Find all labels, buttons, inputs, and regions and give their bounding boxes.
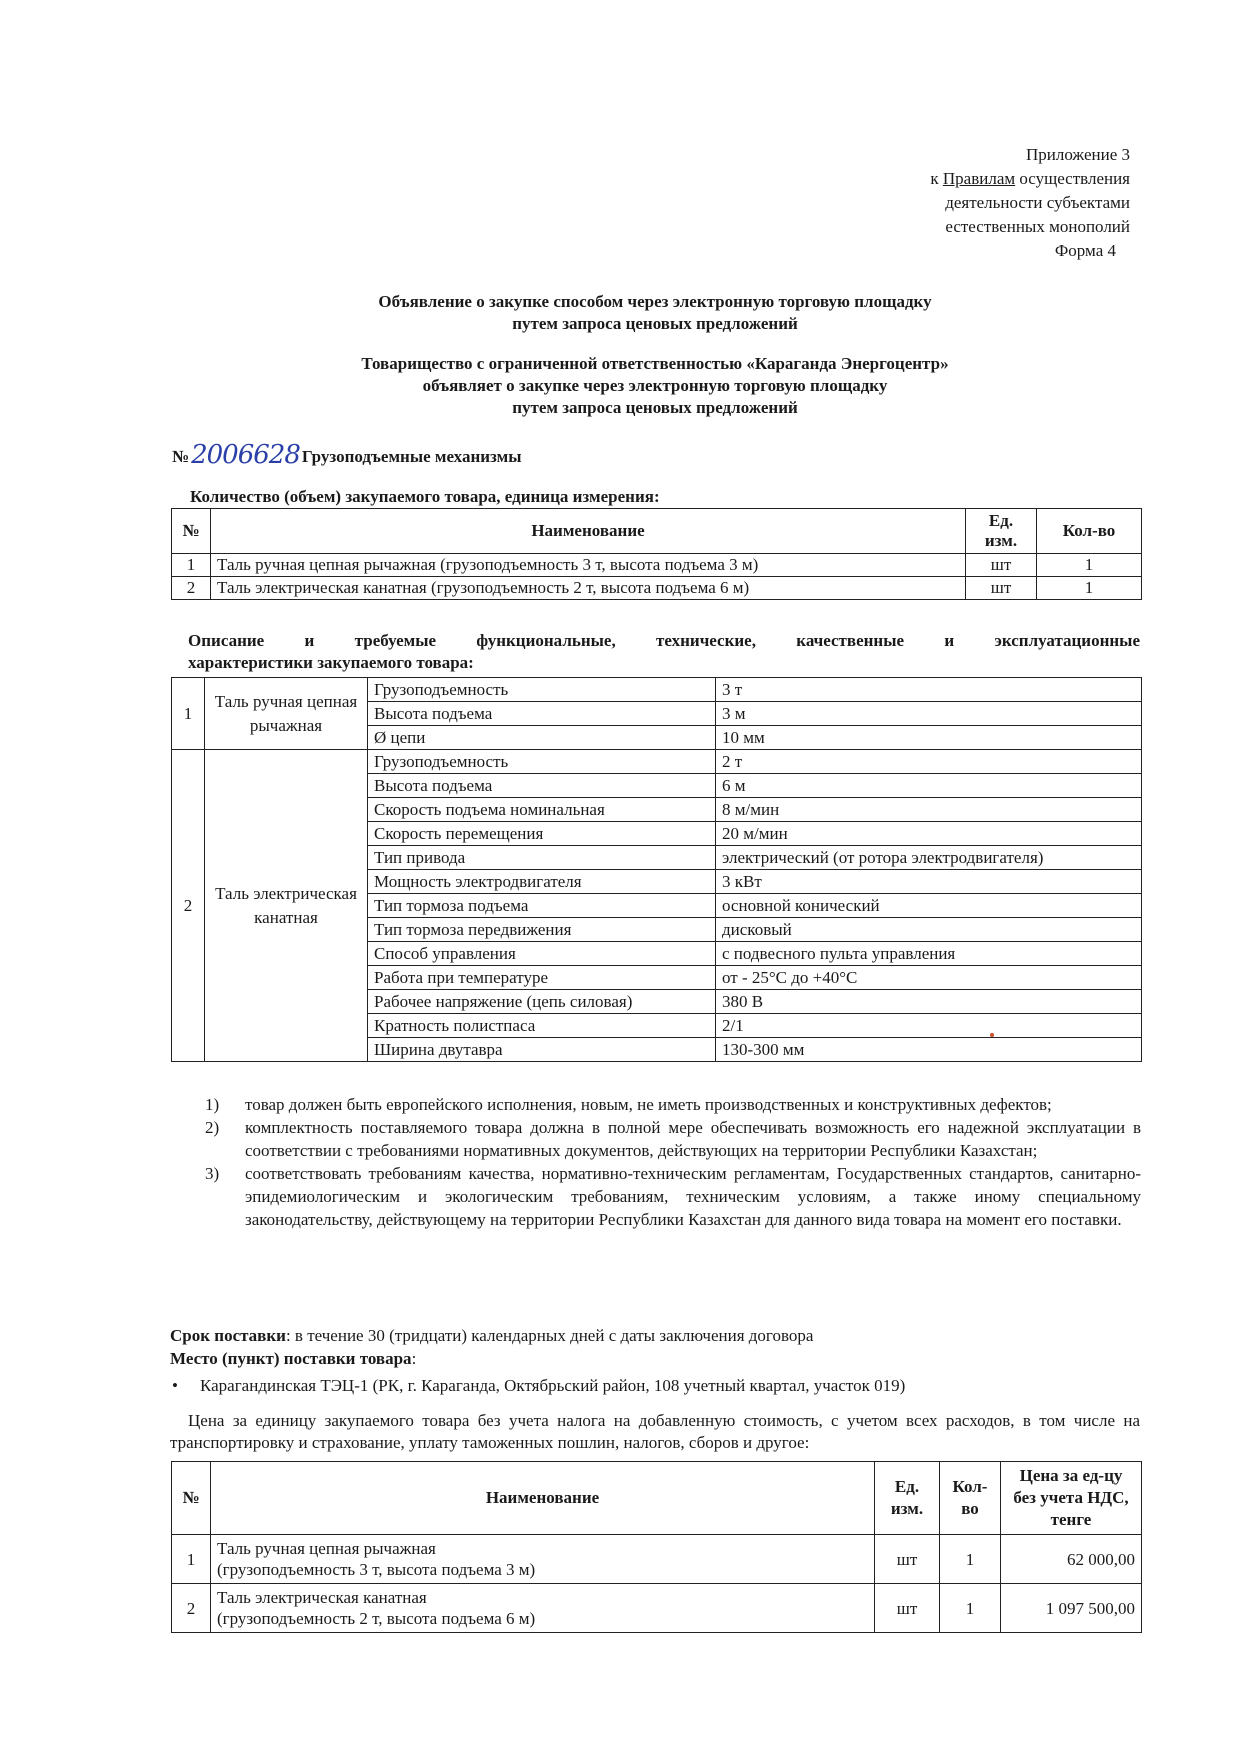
spec-value: 3 кВт (716, 870, 1142, 894)
cell-unit: шт (966, 554, 1037, 577)
cell-price: 1 097 500,00 (1001, 1584, 1142, 1633)
list-item (205, 1093, 1141, 1116)
appendix-line: естественных монополий (945, 217, 1130, 236)
requirements-list (205, 1093, 1141, 1231)
organizer-line: объявляет о закупке через электронную торговую площадку (422, 376, 888, 395)
organizer-block (170, 353, 1140, 419)
cell-qty: 1 (940, 1535, 1001, 1584)
list-item (205, 1162, 1141, 1231)
list-number: 3) (205, 1164, 220, 1183)
spec-value: 2/1 (716, 1014, 1142, 1038)
cell-num: 1 (172, 554, 211, 577)
spec-value: дисковый (716, 918, 1142, 942)
spec-value: 130-300 мм (716, 1038, 1142, 1062)
spec-value: 3 м (716, 702, 1142, 726)
document-title (170, 291, 1140, 335)
col-unit: Ед. изм. (966, 509, 1037, 554)
spec-param: Кратность полистпаса (368, 1014, 716, 1038)
list-item (205, 1116, 1141, 1162)
form-number: Форма 4 (1054, 241, 1116, 260)
col-qty: Кол-во (1037, 509, 1142, 554)
specs-table (171, 677, 1142, 1062)
cell-qty: 1 (940, 1584, 1001, 1633)
description-label-line: Описание и требуемые функциональные, технические, качественные и эксплуатационные (188, 631, 1140, 650)
delivery-term-label: Срок поставки (170, 1326, 286, 1345)
cell-name: Таль ручная цепная рычажная (грузоподъемность 3 т, высота подъема 3 м) (211, 554, 966, 577)
spec-value: основной конический (716, 894, 1142, 918)
list-number: 2) (205, 1118, 220, 1137)
description-label-line: характеристики закупаемого товара: (188, 653, 474, 672)
cell-name (211, 1584, 875, 1633)
spec-param: Способ управления (368, 942, 716, 966)
spec-item-name: Таль ручная цепная рычажная (205, 678, 368, 750)
appendix-suffix: осуществления (1015, 169, 1130, 188)
list-text: товар должен быть европейского исполнения, новым, не иметь производственных и конструктивных дефектов; (245, 1095, 1052, 1114)
spec-param: Тип тормоза подъема (368, 894, 716, 918)
bullet-icon: • (172, 1376, 178, 1395)
cell-name: Таль электрическая канатная (грузоподъемность 2 т, высота подъема 6 м) (211, 577, 966, 600)
quantity-table (171, 508, 1142, 600)
cell-name-line: (грузоподъемность 2 т, высота подъема 6 м) (217, 1609, 536, 1628)
cell-price: 62 000,00 (1001, 1535, 1142, 1584)
spec-item-name: Таль электрическая канатная (205, 750, 368, 1062)
spec-param: Ø цепи (368, 726, 716, 750)
table-row (172, 1584, 1142, 1633)
cell-name (211, 1535, 875, 1584)
delivery-place-label: Место (пункт) поставки товара (170, 1349, 412, 1368)
spec-value: 20 м/мин (716, 822, 1142, 846)
cell-unit: шт (875, 1535, 940, 1584)
spec-value: с подвесного пульта управления (716, 942, 1142, 966)
organizer-line: Товарищество с ограниченной ответственностью «Караганда Энергоцентр» (361, 354, 949, 373)
appendix-line: Приложение 3 (1026, 145, 1130, 164)
spec-value: 380 В (716, 990, 1142, 1014)
col-price: Цена за ед-цу без учета НДС, тенге (1001, 1462, 1142, 1535)
list-text: соответствовать требованиям качества, нормативно-техническим регламентам, Государственных стандартов, санитарно-эпидемиологическим и экологическим требованиям, техническим условиям, а также иному специальному законодательству, действующему на территории Республики Казахстан для данного вида товара на момент его поставки. (245, 1164, 1141, 1229)
spec-row (172, 678, 1142, 702)
cell-name-line: Таль электрическая канатная (217, 1588, 427, 1607)
delivery-term (170, 1324, 1140, 1347)
specs-body (172, 678, 1142, 1062)
lot-prefix: № (172, 447, 190, 466)
delivery-place-colon: : (411, 1349, 417, 1368)
delivery-block (170, 1324, 1140, 1397)
spec-param: Грузоподъемность (368, 678, 716, 702)
table-row (172, 1535, 1142, 1584)
list-text: комплектность поставляемого товара должна в полной мере обеспечивать возможность его надежной эксплуатации в соответствии с требованиями нормативных документов, действующих на территории Республики Казахстан; (245, 1118, 1141, 1160)
spec-value: 6 м (716, 774, 1142, 798)
quantity-label: Количество (объем) закупаемого товара, единица измерения: (190, 487, 660, 506)
cell-unit: шт (966, 577, 1037, 600)
delivery-term-value: : в течение 30 (тридцати) календарных дней с даты заключения договора (285, 1326, 814, 1345)
spec-param: Ширина двутавра (368, 1038, 716, 1062)
spec-value: 8 м/мин (716, 798, 1142, 822)
col-unit: Ед. изм. (875, 1462, 940, 1535)
spec-value: электрический (от ротора электродвигателя) (716, 846, 1142, 870)
spec-value: 3 т (716, 678, 1142, 702)
spec-param: Высота подъема (368, 702, 716, 726)
table-header-row (172, 509, 1142, 554)
spec-param: Тип тормоза передвижения (368, 918, 716, 942)
appendix-line (830, 167, 1130, 191)
appendix-line: деятельности субъектами (945, 193, 1130, 212)
spec-value: от - 25°С до +40°С (716, 966, 1142, 990)
cell-unit: шт (875, 1584, 940, 1633)
col-num: № (172, 1462, 211, 1535)
red-dot-mark (990, 1033, 994, 1037)
table-row (172, 577, 1142, 600)
spec-param: Грузоподъемность (368, 750, 716, 774)
list-number: 1) (205, 1095, 220, 1114)
cell-name-line: Таль ручная цепная рычажная (217, 1539, 436, 1558)
cell-qty: 1 (1037, 577, 1142, 600)
appendix-header (830, 143, 1130, 263)
lot-heading (172, 440, 522, 470)
lot-name: Грузоподъемные механизмы (301, 447, 522, 466)
spec-param: Рабочее напряжение (цепь силовая) (368, 990, 716, 1014)
spec-value: 10 мм (716, 726, 1142, 750)
delivery-place (170, 1347, 1140, 1370)
appendix-prefix: к (930, 169, 943, 188)
spec-item-num: 1 (172, 678, 205, 750)
table-header-row (172, 1462, 1142, 1535)
organizer-line: путем запроса ценовых предложений (512, 398, 798, 417)
col-qty: Кол-во (940, 1462, 1001, 1535)
cell-name-line: (грузоподъемность 3 т, высота подъема 3 м) (217, 1560, 536, 1579)
cell-num: 1 (172, 1535, 211, 1584)
cell-num: 2 (172, 1584, 211, 1633)
spec-param: Работа при температуре (368, 966, 716, 990)
table-row (172, 554, 1142, 577)
cell-num: 2 (172, 577, 211, 600)
delivery-place-item (170, 1374, 1140, 1397)
title-line: путем запроса ценовых предложений (512, 314, 798, 333)
price-table (171, 1461, 1142, 1633)
handwritten-lot-number: 2006628 (191, 440, 300, 470)
cell-qty: 1 (1037, 554, 1142, 577)
spec-param: Мощность электродвигателя (368, 870, 716, 894)
spec-value: 2 т (716, 750, 1142, 774)
col-name: Наименование (211, 509, 966, 554)
delivery-place-value: Карагандинская ТЭЦ-1 (РК, г. Караганда, Октябрьский район, 108 учетный квартал, участок 019) (200, 1376, 906, 1395)
col-name: Наименование (211, 1462, 875, 1535)
title-line: Объявление о закупке способом через электронную торговую площадку (378, 292, 932, 311)
spec-row (172, 750, 1142, 774)
spec-param: Скорость перемещения (368, 822, 716, 846)
spec-item-num: 2 (172, 750, 205, 1062)
spec-param: Скорость подъема номинальная (368, 798, 716, 822)
spec-param: Высота подъема (368, 774, 716, 798)
spec-param: Тип привода (368, 846, 716, 870)
price-intro: Цена за единицу закупаемого товара без учета налога на добавленную стоимость, с учетом всех расходов, в том числе на транспортировку и страхование, уплату таможенных пошлин, налогов, сборов и другое: (170, 1411, 1140, 1452)
description-label (188, 630, 1140, 674)
col-num: № (172, 509, 211, 554)
rules-link[interactable]: Правилам (942, 169, 1016, 188)
